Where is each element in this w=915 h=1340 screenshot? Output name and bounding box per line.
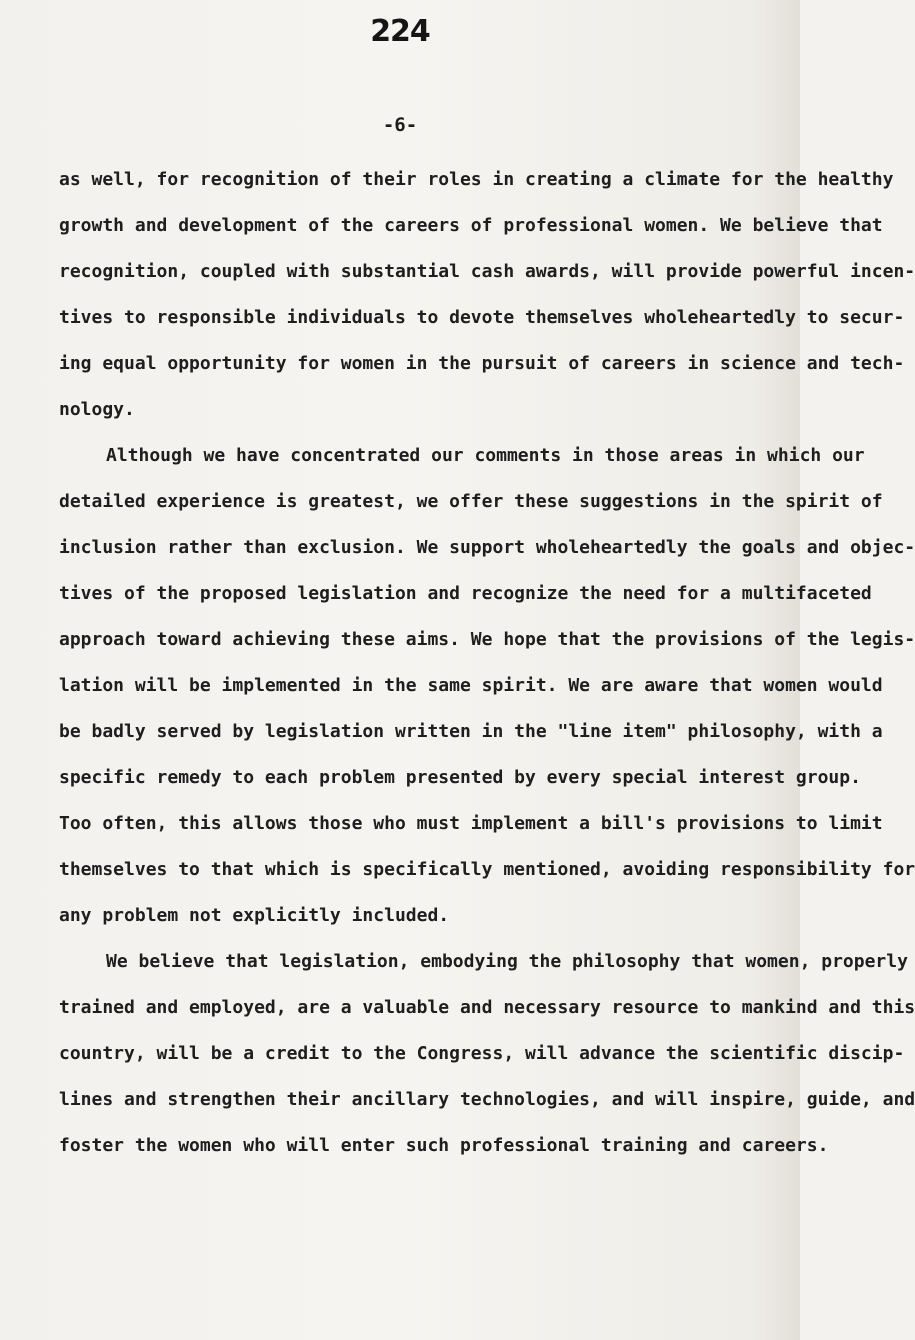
paragraph-2-line-5: approach toward achieving these aims. We hope that the provisions of the legis- (59, 629, 915, 650)
paragraph-3-line-2: trained and employed, are a valuable and necessary resource to mankind and this (59, 997, 915, 1018)
paragraph-3-line-5: foster the women who will enter such professional training and careers. (59, 1135, 829, 1156)
paragraph-2-line-1: Although we have concentrated our comments in those areas in which our (106, 445, 865, 466)
paragraph-2-line-11: any problem not explicitly included. (59, 905, 450, 926)
paragraph-1-line-4: tives to responsible individuals to devote themselves wholeheartedly to secur- (59, 307, 905, 328)
paragraph-1-line-6: nology. (59, 399, 135, 420)
paragraph-1-line-1: as well, for recognition of their roles in creating a climate for the healthy (59, 169, 894, 190)
page-number: 224 (370, 14, 430, 49)
paragraph-1-line-2: growth and development of the careers of professional women. We believe that (59, 215, 883, 236)
paragraph-3-line-1: We believe that legislation, embodying the philosophy that women, properly (106, 951, 908, 972)
paragraph-2-line-9: Too often, this allows those who must implement a bill's provisions to limit (59, 813, 883, 834)
paragraph-2-line-4: tives of the proposed legislation and recognize the need for a multifaceted (59, 583, 872, 604)
paragraph-3-line-3: country, will be a credit to the Congress, will advance the scientific discip- (59, 1043, 905, 1064)
paragraph-2-line-2: detailed experience is greatest, we offer these suggestions in the spirit of (59, 491, 883, 512)
section-number: -6- (382, 114, 418, 136)
paragraph-2-line-7: be badly served by legislation written in the "line item" philosophy, with a (59, 721, 883, 742)
paragraph-2-line-6: lation will be implemented in the same spirit. We are aware that women would (59, 675, 883, 696)
paragraph-2-line-10: themselves to that which is specifically mentioned, avoiding responsibility for (59, 859, 915, 880)
paragraph-3-line-4: lines and strengthen their ancillary technologies, and will inspire, guide, and (59, 1089, 915, 1110)
paragraph-2-line-8: specific remedy to each problem presented by every special interest group. (59, 767, 861, 788)
paragraph-2-line-3: inclusion rather than exclusion. We support wholeheartedly the goals and objec- (59, 537, 915, 558)
paragraph-1-line-5: ing equal opportunity for women in the pursuit of careers in science and tech- (59, 353, 905, 374)
paragraph-1-line-3: recognition, coupled with substantial cash awards, will provide powerful incen- (59, 261, 915, 282)
